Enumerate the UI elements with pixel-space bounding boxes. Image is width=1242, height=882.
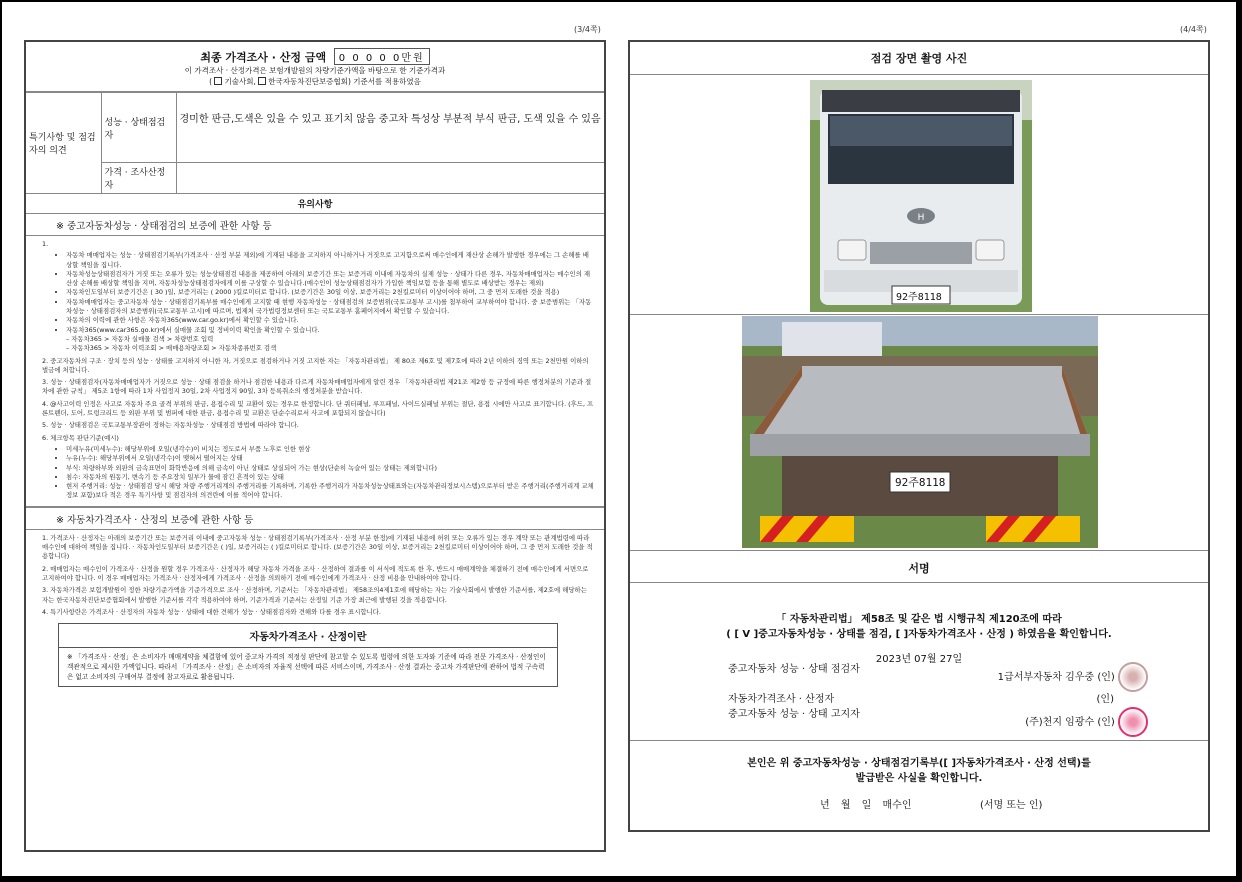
inspector-label: 성능 · 상태점검자	[101, 93, 176, 163]
definition-box-title: 자동차가격조사 · 산정이란	[58, 623, 558, 648]
option-tech-society: 기술사회	[224, 77, 254, 86]
price-header	[26, 42, 604, 92]
appraiser-opinion	[176, 163, 604, 194]
plate-front: 92주8118	[896, 292, 942, 303]
buyer-sign: (서명 또는 인)	[980, 800, 1043, 811]
note-item: 1. 가격조사 · 산정자는 아래의 보증기간 또는 보증거리 이내에 중고자동차 성능 · 상태점검기록부(가격조사 · 산정 부분 한정)에 기재된 내용에 허위 또는 오류가 있는 경우 계약 또는 관계법령에 따라 매수인에 대하여 책임을 집니다. · 자동차인도일부터 보증기간은 ( )일, 보증거리는 ( )킬로미터로 합니다. (보증기간은 30일 이상, 보증거리는 2천킬로미터 이상이어야 하며, 그 중 먼저 도래한 것을 적용합니다)	[42, 533, 593, 561]
section1-title: ※ 중고자동차성능 · 상태점검의 보증에 관한 사항 등	[26, 214, 604, 236]
bullet-item: • 침수: 자동차의 원동기, 변속기 등 주요장치 일부가 물에 잠긴 흔적이 있는 상태	[66, 473, 594, 482]
bullet-item: • 자동차 매매업자는 성능 · 상태점검기록부(가격조사 · 산정 부분 제외)에 기재된 내용을 고지하지 아니하거나 거짓으로 고지함으로써 매수인에게 재산상 손해가 발생한 경우에는 그 손해를 배상할 책임을 집니다.	[66, 251, 594, 270]
left-page	[24, 40, 606, 852]
confirm-line-1: 본인은 위 중고자동차성능 · 상태점검기록부([ ]자동차가격조사 · 산정 선택)를	[747, 758, 1091, 769]
truck-front-photo	[810, 80, 1032, 312]
photo-section-title: 점검 장면 촬영 사진	[630, 42, 1208, 75]
page-number-left: (3/4쪽)	[574, 25, 601, 34]
opinion-label: 특기사항 및 점검자의 의견	[26, 93, 101, 194]
bullet-item: • 현저 주행거리: 성능 · 상태점검 당시 해당 차량 주행거리계의 주행거리를 기록하며, 기록한 주행거리가 자동차성능상태표와는(자동차관리정보시스템)으로부터 받은 주행거리(주행거리계 교체 정보 포함)보다 적은 경우 특기사항 및 점검자의 의견란에 이를 적어야 합니다.	[66, 482, 594, 501]
price-value: 0 0 0 0 0	[338, 53, 402, 64]
signer-inspector: 중고자동차 성능 · 상태 점검자 1급서부자동차 김우중 (인)	[728, 662, 1148, 692]
standard-options: ( 기술사회, 한국자동차진단보증협회) 기준서를 적용하였음	[209, 77, 421, 86]
svg-text:H: H	[917, 213, 925, 223]
bullet-item: • 자동차의 이력에 관한 사항은 자동차365(www.car.go.kr)에서 확인할 수 있습니다.	[66, 316, 594, 325]
note-item: 4. 특기사항란은 가격조사 · 산정자의 자동차 성능 · 상태에 대한 견해가 성능 · 상태점검자와 견해와 다를 경우 표시합니다.	[42, 607, 381, 616]
law-line-2: ( [ V ]중고자동차성능 · 상태를 점검, [ ]자동차가격조사 · 산정 ) 하였음을 확인합니다.	[726, 629, 1112, 640]
price-unit: 만원	[401, 53, 425, 64]
seal-stamp-icon	[1118, 662, 1148, 692]
bullet-item: • 자동차성능상태점검자가 거짓 또는 오류가 있는 성능상태점검 내용을 제공하여 아래의 보증기간 또는 보증거리 이내에 자동차의 실제 성능 · 상태가 다른 경우, 자동차매매업자는 매수인의 재산상 손해를 배상할 책임을 지며, 자동차성능상태점검자에게 이를 구상할 수 있습니다.(매수인이 성능상태점검자가 가입한 책임보험 등을 통해 별도로 배상받는 경우는 제외)	[66, 270, 594, 289]
notice-title: 유의사항	[26, 194, 604, 214]
bullet-item: – 자동차365 > 자동차 실매물 검색 > 차량번호 입력	[66, 334, 214, 343]
signer-list	[728, 662, 1148, 737]
bullet-item: – 자동차365 > 자동차 이력조회 > 매매용차량조회 > 자동차종류번호 검색	[66, 344, 277, 353]
seal-stamp-icon	[1118, 707, 1148, 737]
confirm-line-2: 발급받은 사실을 확인합니다.	[855, 773, 983, 784]
note-item: 2. 중고자동차의 구조 · 장치 등의 성능 · 상태를 고지하지 아니한 자, 거짓으로 점검하거나 거짓 고지한 자는 「자동차관리법」 제 80조 제6호 및 제7호에 따라 2년 이하의 징역 또는 2천만원 이하의 벌금에 처합니다.	[42, 356, 589, 374]
basis-suffix: ) 기준서를 적용하였음	[347, 77, 421, 86]
signer-notifier: 중고자동차 성능 · 상태 고지자 (주)천지 임광수 (인)	[728, 707, 1148, 737]
law-statement	[630, 612, 1208, 642]
signer-appraiser: 자동차가격조사 · 산정자 (인)	[728, 694, 1114, 705]
section2-list	[34, 534, 594, 617]
bullet-item: • 미세누유(미세누수): 해당부위에 오일(냉각수)이 비치는 정도로서 부품 노후로 인한 현상	[66, 445, 594, 454]
price-title: 최종 가격조사 · 산정 금액	[200, 51, 327, 64]
plate-rear: 92주8118	[895, 476, 946, 489]
note-item: 4. @사고이력 인정은 사고로 자동차 주요 골격 부위의 판금, 용접수리 및 교환이 있는 경우로 한정합니다. 단 쿼터패널, 루프패널, 사이드실패널 부위는 절단, 용접 시에만 사고로 표기합니다. (후드, 프론트펜더, 도어, 트렁크리드 등 외판 부위 및 범퍼에 대한 판금, 용접수리 및 교환은 단순수리로서 사고에 포함되지 않습니다)	[42, 399, 594, 418]
section1-body	[26, 236, 604, 506]
truck-rear-photo	[742, 316, 1098, 548]
section2-title: ※ 자동차가격조사 · 산정의 보증에 관한 사항 등	[26, 508, 604, 530]
signature-title: 서명	[908, 562, 930, 575]
right-page	[628, 40, 1210, 832]
truck-front-illustration	[810, 80, 1032, 312]
definition-box-text: ※ 「가격조사 · 산정」은 소비자가 매매계약을 체결함에 있어 중고차 가격의 적정성 판단에 참고할 수 있도록 법령에 의한 도자와 기준에 따라 전문 가격조사 · 산정인이 객관적으로 제시한 가액입니다. 따라서 「가격조사 · 산정」은 소비자의 자율적 선택에 따른 서비스이며, 가격조사 · 산정 결과는 중고차 가격판단에 관하여 법적 구속력은 없고 소비자의 구매여부 결정에 참고자료로 활용됩니다.	[58, 648, 558, 687]
option-diagnosis-association: 한국자동차진단보증협회	[268, 77, 348, 86]
bullet-item: • 자동차365(www.car365.go.kr)에서 실매물 조회 및 정비이력 확인을 확인할 수 있습니다.	[66, 326, 594, 335]
bullet-item: • 자동차매매업자는 중고자동차 성능 · 상태점검기록부를 매수인에게 고지할 때 현행 자동차성능 · 상태점검의 보증범위(국토교통부 고시)를 첨부하여 교부하여야 합니다. 중 보증범위는 「자동차성능 · 상태점검자의 보증범위(국토교통부 고시)에 따르며, 법제처 국가법령정보센터 또는 국토교통부 홈페이지에서 확인할 수 있습니다.	[66, 298, 594, 317]
note-item: 6. 체크항목 판단기준(예시) • 미세누유(미세누수): 해당부위에 오일(냉각수)이 비치는 정도로서 부품 노후로 인한 현상 • 누유(누수): 해당부위에서 오일(냉각수)이 맺혀서 떨어지는 상태 • 부식: 차량하부와 외판의 금속표면이 화학반응에 의해 금속이 아닌 상태로 상실되어 가는 현상(단순히 녹슬어 있는 상태는 제외합니다) • 침수: 자동차의 원동기, 변속기 등 주요장치 일부가 물에 잠긴 흔적이 있는 상태 • 현저 주행거리: 성능 · 상태점검 당시 해당 차량 주행거리계의 주행거리를 기록하며, 기록한 주행거리가 자동차성능상태표와는(자동차관리정보시스템)으로부터 받은 주행거리(주행거리계 교체 정보 포함)보다 적은 경우 특기사항 및 점검자의 의견란에 이를 적어야 합니다.	[42, 434, 594, 501]
note-item: 3. 자동차가격은 보험개발원이 정한 차량기준가액을 기준가격으로 조사 · 산정하며, 기준서는 「자동차관리법」 제58조의4제1호에 해당하는 자는 기술사회에서 발행한 기준서를, 제2호에 해당하는 자는 한국자동차진단보증협회에서 발행한 기준서를 각각 적용하여야 하며, 기준가격과 기준서는 산정일 기준 가장 최근에 발행된 것을 적용합니다.	[42, 586, 587, 604]
law-line-1: 「 자동차관리법」 제58조 및 같은 법 시행규칙 제120조에 따라	[776, 614, 1062, 625]
inspector-opinion: 경미한 판금,도색은 있을 수 있고 표기치 않음 중고차 특성상 부분적 부식 판금, 도색 있을 수 있음	[176, 93, 604, 163]
appraiser-label: 가격 · 조사산정자	[101, 163, 176, 194]
price-basis-line: 이 가격조사 · 산정가격은 보험개발원의 차량기준가액을 바탕으로 한 기준가격과	[184, 66, 446, 75]
truck-rear-illustration	[742, 316, 1098, 548]
note-item: 1. • 자동차 매매업자는 성능 · 상태점검기록부(가격조사 · 산정 부분 제외)에 기재된 내용을 고지하지 아니하거나 거짓으로 고지함으로써 매수인에게 재산상 손해가 발생한 경우에는 그 손해를 배상할 책임을 집니다. • 자동차성능상태점검자가 거짓 또는 오류가 있는 성능상태점검 내용을 제공하여 아래의 보증기간 또는 보증거리 이내에 자동차의 실제 성능 · 상태가 다른 경우, 자동차매매업자는 매수인의 재산상 손해를 배상할 책임을 지며, 자동차성능상태점검자에게 이를 구상할 수 있습니다.(매수인이 성능상태점검자가 가입한 책임보험 등을 통해 별도로 배상받는 경우는 제외) • 자동차인도일부터 보증기간은 ( 30 )일, 보증거리는 ( 2000 )킬로미터로 합니다. (보증기간은 30일 이상, 보증거리는 2천킬로미터 이상이어야 하며, 그 중 먼저 도래한 것을 적용) • 자동차매매업자는 중고자동차 성능 · 상태점검기록부를 매수인에게 고지할 때 현행 자동차성능 · 상태점검의 보증범위(국토교통부 고시)를 첨부하여 교부하여야 합니다. 중 보증범위는 「자동차성능 · 상태점검자의 보증범위(국토교통부 고시)에 따르며, 법제처 국가법령정보센터 또는 국토교통부 홈페이지에서 확인할 수 있습니다. • 자동차의 이력에 관한 사항은 자동차365(www.car.go.kr)에서 확인할 수 있습니다. • 자동차365(www.car365.go.kr)에서 실매물 조회 및 정비이력 확인을 확인할 수 있습니다. – 자동차365 > 자동차 실매물 검색 > 차량번호 입력 – 자동차365 > 자동차 이력조회 > 매매용차량조회 > 자동차종류번호 검색	[42, 240, 594, 354]
opinion-table	[26, 92, 604, 194]
note-item: 2. 매매업자는 매수인이 가격조사 · 산정을 원할 경우 가격조사 · 산정자가 해당 자동차 가격을 조사 · 산정하여 결과를 이 서식에 적도록 한 후, 반드시 매매계약을 체결하기 전에 매수인에게 서면으로 고지하여야 합니다. 이 경우 매매업자는 가격조사 · 산정자에게 가격조사 · 산정을 의뢰하기 전에 매수인에게 가격조사 · 산정 비용을 안내하여야 합니다.	[42, 564, 589, 582]
buyer-confirmation	[630, 756, 1208, 786]
checkbox-icon	[258, 77, 266, 85]
price-value-box	[334, 48, 430, 65]
checkbox-icon	[214, 77, 222, 85]
section2-body	[26, 530, 604, 617]
bullet-item: • 자동차인도일부터 보증기간은 ( 30 )일, 보증거리는 ( 2000 )킬로미터로 합니다. (보증기간은 30일 이상, 보증거리는 2천킬로미터 이상이어야 하며, 그 중 먼저 도래한 것을 적용)	[66, 288, 594, 297]
bullet-item: • 누유(누수): 해당부위에서 오일(냉각수)이 맺혀서 떨어지는 상태	[66, 454, 594, 463]
page-number-right: (4/4쪽)	[1180, 25, 1207, 34]
buyer-date-line: 년 월 일 매수인	[820, 800, 912, 811]
section1-list	[34, 240, 594, 501]
note-item: 3. 성능 · 상태점검자(자동차매매업자가 거짓으로 성능 · 상태 점검을 하거나 점검한 내용과 다르게 자동차매매업자에게 알린 경우 「자동차관리법 제21조 제2항 등 규정에 따른 행정처분의 기준과 절차에 관한 규칙」 제5조 1항에 따라 1차 사업정지 30일, 2차 사업정지 90일, 3차 등록취소의 행정처분을 받습니다.	[42, 378, 592, 396]
bullet-item: • 부식: 차량하부와 외판의 금속표면이 화학반응에 의해 금속이 아닌 상태로 상실되어 가는 현상(단순히 녹슬어 있는 상태는 제외합니다)	[66, 464, 594, 473]
document-sheet	[2, 2, 1236, 876]
sign-date: 2023년 07월 27일	[875, 654, 963, 665]
note-item: 5. 성능 · 상태점검은 국토교통부장관이 정하는 자동차성능 · 상태점검 방법에 따라야 합니다.	[42, 421, 299, 430]
